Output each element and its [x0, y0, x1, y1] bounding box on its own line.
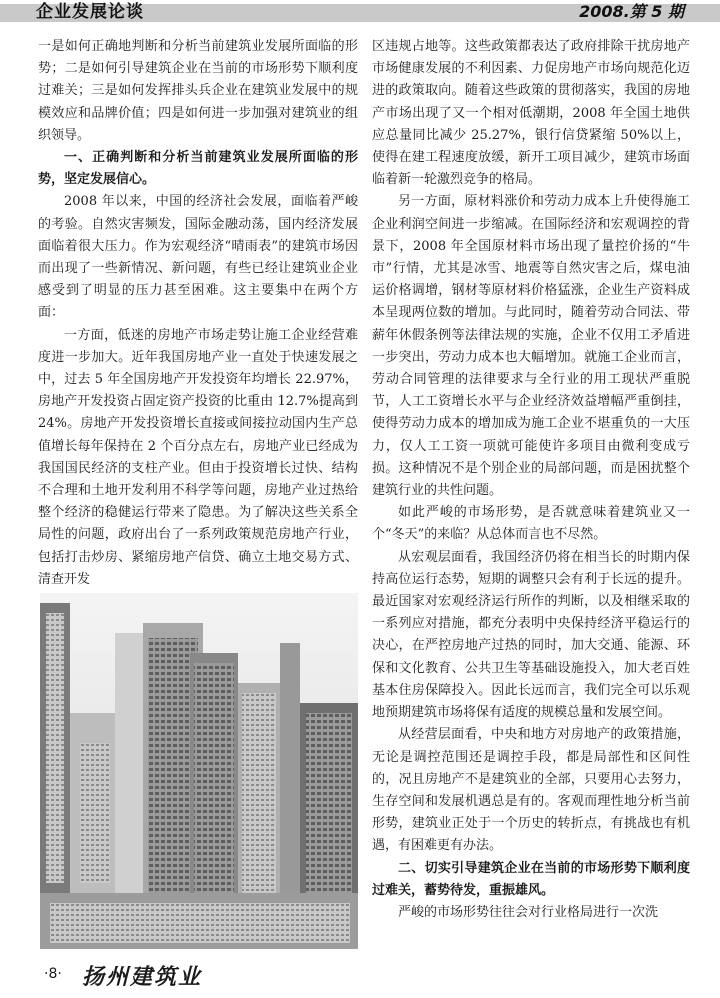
paragraph: 另一方面，原材料涨价和劳动力成本上升使得施工企业利润空间进一步缩减。在国际经济和宏观调控的背景下，2008 年全国原材料市场出现了量控价扬的“牛市”行情，尤其是冰雪、地震等自然灾害之后，煤电油运价格调增，钢材等原材料价格猛涨，企业生产资料成本呈现两位数的增加。与此同时，随着劳动合同法、带薪年休假条例等法律法规的实施，企业不仅用工矛盾进一步突出，劳动力成本也大幅增加。就施工企业而言，劳动合同管理的法律要求与全行业的用工现状严重脱节，人工工资增长水平与企业经济效益增幅严重倒挂，使得劳动力成本的增加成为施工企业不堪重负的一大压力，仅人工工资一项就可能使许多项目由微利变成亏损。这种情况不是个别企业的局部问题，而是困扰整个建筑行业的共性问题。 — [372, 194, 690, 499]
paragraph: 从宏观层面看，我国经济仍将在相当长的时期内保持高位运行态势，短期的调整只会有利于长远的提升。最近国家对宏观经济运行所作的判断，以及相继采取的一系列应对措施，都充分表明中央保持经济平稳运行的决心，在严控房地产过热的同时，加大交通、能源、环保和文化教育、公共卫生等基础设施投入，加大老百姓基本住房保障投入。因此长远而言，我们完全可以乐观地预期建筑市场将保有适度的规模总量和发展空间。 — [372, 549, 690, 721]
left-column — [38, 36, 358, 591]
publication-logo: 扬州建筑业 — [82, 964, 203, 990]
intro-paragraph: 一是如何正确地判断和分析当前建筑业发展所面临的形势；二是如何引导建筑企业在当前的市场形势下顺利度过难关；三是如何发挥排头兵企业在建筑业发展中的规模效应和品牌价值；四是如何进一步加强对建筑业的组织领导。 — [38, 39, 358, 143]
paragraph: 区违规占地等。这些政策都表达了政府排除干扰房地产市场健康发展的不利因素、力促房地产市场向规范化迈进的政策取向。随着这些政策的贯彻落实，我国的房地产市场出现了又一个相对低潮期，2008 年全国土地供应总量同比减少 25.27%，银行信贷紧缩 50%以上，使得在建工程速度放缓，新开工项目减少，建筑市场面临着新一轮激烈竞争的格局。 — [372, 39, 690, 188]
page-footer — [0, 958, 720, 998]
paragraph: 严峻的市场形势往往会对行业格局进行一次洗 — [398, 904, 659, 920]
page-header — [0, 0, 720, 26]
section-heading-2: 二、切实引导建筑企业在当前的市场形势下顺利度过难关，蓄势待发，重振雄风。 — [372, 860, 690, 898]
paragraph: 从经营层面看，中央和地方对房地产的政策措施，无论是调控范围还是调控手段，都是局部性和区间性的，况且房地产不是建筑业的全部，只要用心去努力，生存空间和发展机遇总是有的。客观而理性地分析当前形势，建筑业正处于一个历史的转折点，有挑战也有机遇，有困难更有办法。 — [372, 727, 690, 854]
building-photo — [40, 593, 358, 949]
paragraph: 2008 年以来，中国的经济社会发展，面临着严峻的考验。自然灾害频发，国际金融动荡，国内经济发展面临着很大压力。作为宏观经济“晴雨表”的建筑市场因而出现了一些新情况、新问题，有些已经让建筑业企业感受到了明显的压力甚至困难。这主要集中在两个方面： — [38, 194, 358, 321]
page-number: ·8· — [44, 966, 62, 982]
paragraph: 一方面，低迷的房地产市场走势让施工企业经营难度进一步加大。近年我国房地产业一直处于快速发展之中，过去 5 年全国房地产开发投资年均增长 22.97%，房地产开发投资占固定资产投资的比重由 12.7%提高到 24%。房地产开发投资增长直接或间接拉动国内生产总值增长每年保持在 2 个百分点左右，房地产业已经成为我国国民经济的支柱产业。但由于投资增长过快、结构不合理和土地开发利用不科学等问题，房地产业过热给整个经济的稳健运行带来了隐患。为了解决这些关系全局性的问题，政府出台了一系列政策规范房地产行业，包括打击炒房、紧缩房地产信贷、确立土地交易方式、清查开发 — [38, 327, 358, 587]
section-heading-1: 一、正确判断和分析当前建筑业发展所面临的形势，坚定发展信心。 — [38, 150, 358, 188]
paragraph: 如此严峻的市场形势，是否就意味着建筑业又一个“冬天”的来临？从总体而言也不尽然。 — [372, 505, 690, 543]
issue-number: 2008.第 5 期 — [579, 2, 684, 21]
right-column — [372, 36, 690, 924]
section-title: 企业发展论谈 — [36, 2, 144, 22]
